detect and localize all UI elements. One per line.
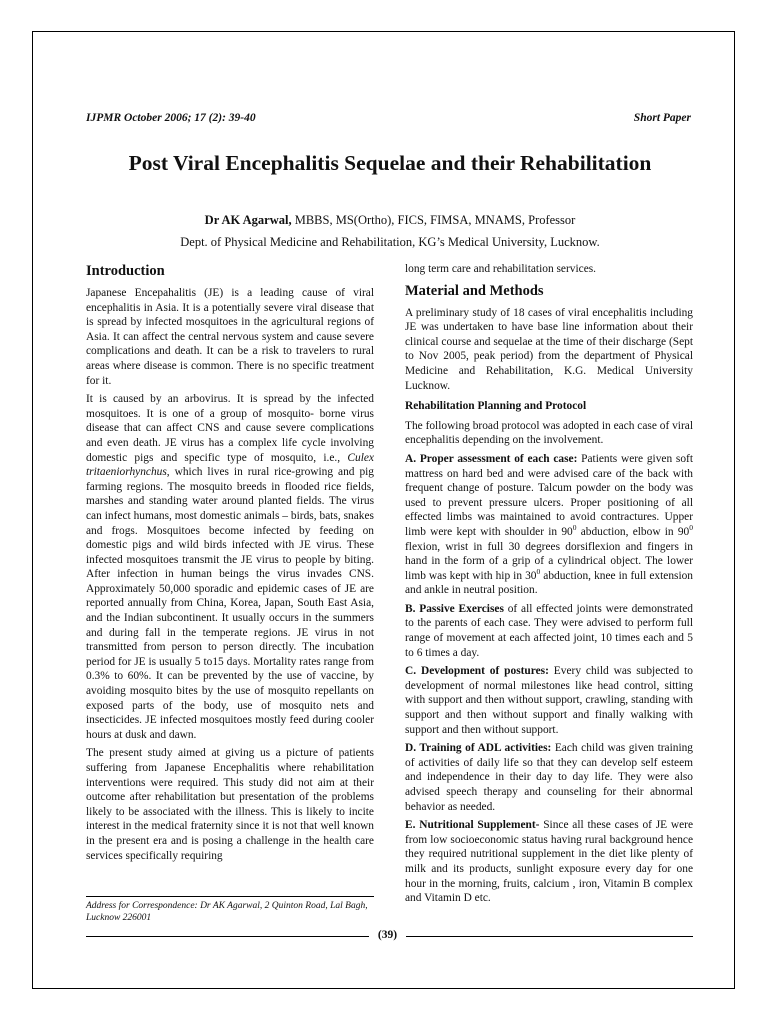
degree-sup-2: 0 xyxy=(689,523,693,533)
protocol-item-d xyxy=(405,741,693,814)
protocol-subheading: Rehabilitation Planning and Protocol xyxy=(405,400,587,413)
item-a-text-3: flexion, wrist in full 30 degrees dorsiflexion and fingers in hand in the form of a grip of a cylindrical object. The lower limb was kept with hip in 30 xyxy=(405,540,693,582)
paper-title: Post Viral Encephalitis Sequelae and their Rehabilitation xyxy=(128,151,652,175)
item-c-text: Every child was subjected to development of normal milestones like head control, sitting with support and then without support, crawling, standing with support and then without support and finally walking with support and then without support. xyxy=(405,665,693,736)
methods-heading: Material and Methods xyxy=(405,282,544,299)
intro-paragraph-3: The present study aimed at giving us a picture of patients suffering from Japanese Encephalitis where rehabilitation interventions were required. This study did not aim at their outcome after rehabilitation but presentation of the problems likely to be associated with the illness. This is likely to incite interest in the medical fraternity since it is not that well known in the present era and is posing a challenge in the health care services specifically requiring xyxy=(86,747,374,862)
author-name: Dr AK Agarwal, xyxy=(204,213,292,227)
item-a-text-1: Patients were given soft mattress on hard bed and were advised care of the back with frequent change of posture. Talcum powder on the body was used to prevent pressure ulcers. Proper positioning of all effected limbs was maintained to avoid contractures. Upper limb were kept with shoulder in 90 xyxy=(405,452,694,538)
protocol-item-e xyxy=(405,818,693,906)
item-a-text-2: abduction, elbow in 90 xyxy=(576,525,690,538)
correspondence-rule xyxy=(86,896,374,897)
author-credentials: MBBS, MS(Ortho), FICS, FIMSA, MNAMS, Professor xyxy=(291,213,576,227)
methods-paragraph-1: A preliminary study of 18 cases of viral encephalitis including JE was undertaken to have base line information about their clinical course and sequelae at the time of their discharge (Sept to Nov 2005, peak period) from the department of Physical Medicine and Rehabilitation, K.G. Medical University Lucknow. xyxy=(405,306,693,392)
intro-paragraph-2 xyxy=(86,392,374,742)
left-column xyxy=(86,262,374,867)
item-b-lead: B. Passive Exercises xyxy=(405,602,504,615)
author-line xyxy=(86,213,694,228)
footer-rule-right xyxy=(406,936,693,937)
introduction-heading: Introduction xyxy=(86,263,165,279)
correspondence-address: Address for Correspondence: Dr AK Agarwal, 2 Quinton Road, Lal Bagh, Lucknow 226001 xyxy=(86,901,368,923)
intro-p2-text-a: It is caused by an arbovirus. It is spread by the infected mosquitoes. It is one of a group of mosquito- borne virus disease that can affect CNS and cause severe complications and even death. JE virus has a complex life cycle involving domestic pigs and specific type of mosquito, i.e., xyxy=(86,393,374,464)
item-a-text-4: abduction, knee in full extension and ankle in neutral position. xyxy=(405,569,694,597)
author-affiliation: Dept. of Physical Medicine and Rehabilitation, KG’s Medical University, Lucknow. xyxy=(180,235,600,249)
intro-paragraph-3-continued: long term care and rehabilitation services. xyxy=(405,263,597,275)
intro-paragraph-1: Japanese Encepahalitis (JE) is a leading cause of viral encephalitis in Asia. It is a potentially severe viral disease that is spread by infected mosquitoes in the agricultural regions of Asia. It can affect the central nervous system and cause severe complications and death. It can be a risk to travelers to rural areas where disease is common. There is no specific treatment for it. xyxy=(86,287,374,387)
protocol-intro: The following broad protocol was adopted in each case of viral encephalitis depending on the involvement. xyxy=(405,419,693,447)
intro-p2-text-b: , which lives in rural rice-growing and pig farming regions. The mosquito breeds in flooded rice fields, marshes and standing water around planted fields. The virus can infect humans, most domestic animals – birds, bats, snakes and frogs. Mosquitoes become infected by feeding on domestic pigs and wild birds infected with JE virus. These infected mosquitoes transmit the JE virus to people by biting. After infection in human beings the virus invades CNS. Approximately 50,000 sporadic and epidemic cases of JE are reported annually from China, Korea, Japan, South East Asia, and the Indian subcontinent. It usually occurs in the summers and during fall in the temperate regions. JE virus in not transmitted from person to person directly. The incubation period for JE is usually 5 to15 days. Mortality rates range from 0.3% to 60%. It can be prevented by the use of vaccine, by avoiding mosquito bites by the use of mosquito repellants on exposed parts of the body, use of mosquito nets and insecticides. JE infected mosquitoes mostly feed during cooler hours at dusk and dawn. xyxy=(86,466,374,741)
item-a-lead: A. Proper assessment of each case: xyxy=(405,452,578,465)
degree-sup-3: 0 xyxy=(536,566,541,576)
item-b-text: of all effected joints were demonstrated to the parents of each case. They were advised to perform full range of movement at each affected joint, 10 times each and 5 to 6 times a day. xyxy=(405,602,693,659)
item-e-text: Since all these cases of JE were from low socioeconomic status having rural background hence they required nutritional supplement in the diet like plenty of milk and its products, sunlight exposure every day for one hour in the morning, fruits, calcium , iron, Vitamin B complex and Vitamin D etc. xyxy=(405,819,694,905)
protocol-item-c xyxy=(405,664,693,737)
degree-sup-1: 0 xyxy=(572,523,577,533)
footer-rule-left xyxy=(86,936,369,937)
journal-citation: IJPMR October 2006; 17 (2): 39-40 xyxy=(86,112,256,124)
article-type: Short Paper xyxy=(633,112,691,124)
protocol-item-a xyxy=(405,452,693,598)
item-d-text: Each child was given training of activities of daily life so that they can develop self esteem and independence in their day to day life. They were also advised speech therapy and counseling for their abnormal behavior as needed. xyxy=(405,742,693,813)
protocol-item-b xyxy=(405,602,693,660)
right-column xyxy=(405,262,693,910)
page-number: (39) xyxy=(377,929,398,941)
item-e-lead: E. Nutritional Supplement- xyxy=(405,819,540,832)
item-d-lead: D. Training of ADL activities: xyxy=(405,742,552,755)
item-c-lead: C. Development of postures: xyxy=(405,665,549,678)
species-name: Culex tritaeniorhynchus xyxy=(86,451,374,479)
